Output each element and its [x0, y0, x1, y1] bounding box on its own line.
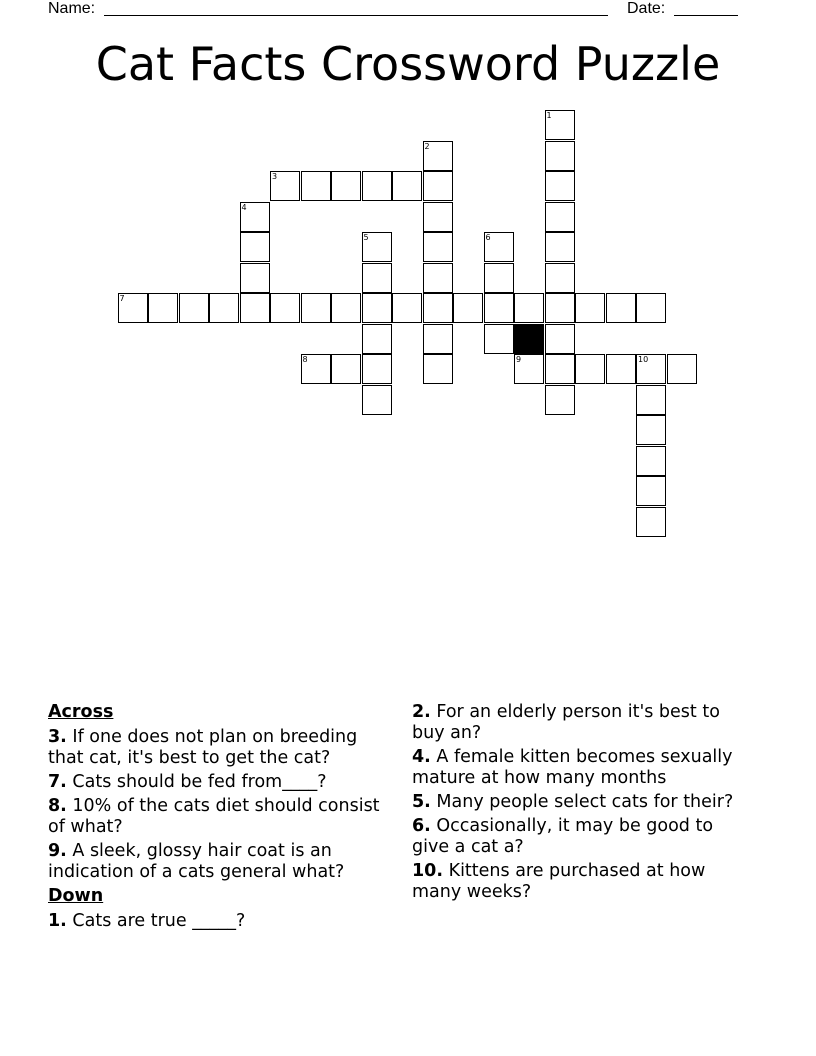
- crossword-cell[interactable]: [301, 171, 331, 201]
- crossword-cell[interactable]: [636, 293, 666, 323]
- clue-number: 1.: [48, 911, 67, 931]
- clue-text: Cats are true _____?: [72, 911, 246, 931]
- crossword-cell[interactable]: [331, 171, 361, 201]
- clue-text: For an elderly person it's best to buy an?: [412, 702, 720, 743]
- crossword-cell[interactable]: [270, 293, 300, 323]
- crossword-cell[interactable]: [575, 293, 605, 323]
- crossword-cell[interactable]: [423, 263, 453, 293]
- crossword-cell[interactable]: [392, 171, 422, 201]
- crossword-cell[interactable]: [636, 415, 666, 445]
- crossword-cell[interactable]: [301, 293, 331, 323]
- clue-down-4: [412, 747, 752, 789]
- clue-text: 10% of the cats diet should consist of what?: [48, 796, 380, 837]
- crossword-cell[interactable]: [545, 202, 575, 232]
- crossword-cell[interactable]: [240, 293, 270, 323]
- cell-number: 6: [485, 233, 491, 242]
- cell-number: 4: [241, 202, 247, 212]
- crossword-cell[interactable]: [362, 232, 392, 262]
- crossword-cell[interactable]: [392, 293, 422, 323]
- crossword-cell[interactable]: [362, 385, 392, 415]
- crossword-cell[interactable]: [606, 293, 636, 323]
- cell-number: 9: [516, 355, 522, 364]
- crossword-cell[interactable]: [423, 324, 453, 354]
- crossword-cell[interactable]: [545, 324, 575, 354]
- crossword-cell[interactable]: [362, 263, 392, 293]
- clue-across-8: [48, 796, 388, 838]
- crossword-cell[interactable]: [667, 354, 697, 384]
- crossword-cell[interactable]: [423, 232, 453, 262]
- clue-number: 4.: [412, 747, 431, 767]
- clue-text: A sleek, glossy hair coat is an indication of a cats general what?: [48, 841, 345, 882]
- crossword-cell[interactable]: [484, 263, 514, 293]
- crossword-cell[interactable]: [331, 354, 361, 384]
- crossword-cell[interactable]: [209, 293, 239, 323]
- crossword-cell[interactable]: [636, 354, 666, 384]
- clue-down-1: [48, 911, 388, 932]
- date-label: Date:: [627, 0, 666, 17]
- crossword-black-cell: [514, 324, 544, 354]
- cell-number: 2: [424, 141, 430, 151]
- crossword-cell[interactable]: [362, 171, 392, 201]
- crossword-cell[interactable]: [514, 354, 544, 384]
- crossword-cell[interactable]: [545, 110, 575, 140]
- clue-down-5: [412, 792, 752, 813]
- crossword-cell[interactable]: [636, 507, 666, 537]
- clue-text: Cats should be fed from____?: [72, 772, 327, 792]
- crossword-cell[interactable]: [270, 171, 300, 201]
- crossword-cell[interactable]: [179, 293, 209, 323]
- crossword-cell[interactable]: [118, 293, 148, 323]
- clue-number: 7.: [48, 772, 67, 792]
- crossword-cell[interactable]: [484, 324, 514, 354]
- clue-down-10: [412, 861, 752, 903]
- crossword-cell[interactable]: [545, 293, 575, 323]
- crossword-cell[interactable]: [362, 293, 392, 323]
- cell-number: 7: [119, 294, 125, 303]
- crossword-cell[interactable]: [545, 141, 575, 171]
- clue-text: Kittens are purchased at how many weeks?: [412, 861, 706, 902]
- crossword-cell[interactable]: [240, 263, 270, 293]
- crossword-cell[interactable]: [148, 293, 178, 323]
- crossword-cell[interactable]: [514, 293, 544, 323]
- clue-number: 9.: [48, 841, 67, 861]
- clue-text: A female kitten becomes sexually mature at how many months: [412, 747, 733, 788]
- crossword-cell[interactable]: [453, 293, 483, 323]
- crossword-cell[interactable]: [240, 232, 270, 262]
- clue-text: Occasionally, it may be good to give a cat a?: [412, 816, 714, 857]
- clue-down-6: [412, 816, 752, 858]
- clue-across-9: [48, 841, 388, 883]
- cell-number: 3: [272, 172, 278, 181]
- crossword-cell[interactable]: [636, 446, 666, 476]
- clues-right-column: [412, 702, 752, 906]
- crossword-cell[interactable]: [484, 232, 514, 262]
- crossword-cell[interactable]: [545, 232, 575, 262]
- down-heading: Down: [48, 886, 104, 906]
- cell-number: 8: [302, 355, 308, 364]
- crossword-cell[interactable]: [606, 354, 636, 384]
- crossword-cell[interactable]: [545, 385, 575, 415]
- clue-across-7: [48, 772, 388, 793]
- crossword-cell[interactable]: [362, 324, 392, 354]
- crossword-cell[interactable]: [484, 293, 514, 323]
- clue-down-2: [412, 702, 752, 744]
- clue-number: 3.: [48, 727, 67, 747]
- clue-number: 10.: [412, 861, 444, 881]
- clue-number: 6.: [412, 816, 431, 836]
- page-title: Cat Facts Crossword Puzzle: [95, 37, 721, 91]
- crossword-cell[interactable]: [545, 171, 575, 201]
- crossword-cell[interactable]: [545, 263, 575, 293]
- crossword-cell[interactable]: [423, 141, 453, 171]
- cell-number: 10: [638, 355, 649, 364]
- crossword-cell[interactable]: [362, 354, 392, 384]
- clue-across-3: [48, 727, 388, 769]
- crossword-cell[interactable]: [423, 202, 453, 232]
- crossword-cell[interactable]: [575, 354, 605, 384]
- crossword-cell[interactable]: [423, 354, 453, 384]
- crossword-cell[interactable]: [301, 354, 331, 384]
- crossword-cell[interactable]: [636, 385, 666, 415]
- clue-number: 8.: [48, 796, 67, 816]
- clue-number: 2.: [412, 702, 431, 722]
- name-label: Name:: [48, 0, 96, 17]
- cell-number: 5: [363, 233, 369, 242]
- clues-left-column: [48, 702, 388, 935]
- crossword-cell[interactable]: [636, 476, 666, 506]
- crossword-cell[interactable]: [423, 293, 453, 323]
- clue-text: Many people select cats for their?: [436, 792, 734, 812]
- crossword-cell[interactable]: [423, 171, 453, 201]
- crossword-cell[interactable]: [545, 354, 575, 384]
- cell-number: 1: [546, 111, 552, 120]
- across-heading: Across: [48, 702, 114, 722]
- crossword-cell[interactable]: [331, 293, 361, 323]
- clue-number: 5.: [412, 792, 431, 812]
- clue-text: If one does not plan on breeding that cat, it's best to get the cat?: [48, 727, 358, 768]
- crossword-cell[interactable]: [240, 202, 270, 232]
